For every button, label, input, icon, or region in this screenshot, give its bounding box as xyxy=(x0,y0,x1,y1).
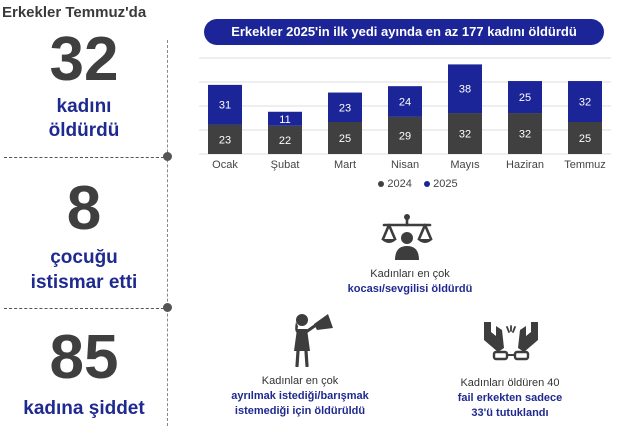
label-2025-Mart: 23 xyxy=(338,102,352,115)
tick-label-Ocak: Ocak xyxy=(212,159,238,171)
stat-abuse-label-2: istismar etti xyxy=(30,272,138,293)
label-2025-Ocak: 31 xyxy=(218,99,232,112)
tick-label-Mayıs: Mayıs xyxy=(450,159,480,171)
label-2024-Ocak: 23 xyxy=(218,134,232,147)
left-stats-panel xyxy=(0,0,168,426)
label-2024-Şubat: 22 xyxy=(278,134,292,147)
scale-person-icon xyxy=(378,213,436,261)
timeline-dot-1 xyxy=(163,152,172,161)
legend-item-2024 xyxy=(378,178,411,190)
label-2025-Haziran: 25 xyxy=(518,92,532,105)
fact-killer-line-1: Kadınları en çok xyxy=(370,268,450,280)
legend-dot-2025 xyxy=(424,181,430,187)
stacked-bar-chart xyxy=(195,48,615,176)
legend-label-2024: 2024 xyxy=(387,178,412,190)
chart-title: Erkekler 2025'in ilk yedi ayında en az 177 kadını öldürdü xyxy=(204,19,604,45)
legend-item-2025 xyxy=(424,178,457,190)
divider-1 xyxy=(4,157,164,158)
label-2024-Mayıs: 32 xyxy=(458,128,472,141)
left-header: Erkekler Temmuz'da xyxy=(2,4,147,21)
label-2025-Mayıs: 38 xyxy=(458,83,472,96)
legend-label-2025: 2025 xyxy=(433,178,458,190)
woman-megaphone-icon xyxy=(286,311,336,367)
label-2024-Mart: 25 xyxy=(338,133,352,145)
label-2024-Nisan: 29 xyxy=(398,130,412,143)
label-2024-Haziran: 32 xyxy=(518,128,532,141)
handcuffs-icon xyxy=(476,318,546,366)
stat-violence-value: 85 xyxy=(49,323,119,392)
stat-violence-label: kadına şiddet xyxy=(23,398,145,419)
divider-2 xyxy=(4,308,164,309)
timeline-line xyxy=(167,40,168,426)
fact-arrest-line-2 xyxy=(420,391,600,406)
fact-motive-caption xyxy=(200,374,400,419)
fact-killer-line-2: kocası/sevgilisi öldürdü xyxy=(347,282,473,295)
label-2025-Nisan: 24 xyxy=(398,96,412,109)
stat-abuse-label-1: çocuğu xyxy=(50,247,118,268)
fact-arrest-line-2a: fail erkekten xyxy=(457,391,525,404)
fact-motive-line-2: ayrılmak istediği/barışmak xyxy=(231,389,369,402)
fact-arrest-line-1: Kadınları öldüren 40 xyxy=(460,377,560,389)
timeline-dot-2 xyxy=(163,303,172,312)
stat-killed-value: 32 xyxy=(49,25,119,94)
stat-killed-label-1: kadını xyxy=(56,96,112,117)
stat-killed-label-2: öldürdü xyxy=(48,120,120,141)
legend-dot-2024 xyxy=(378,181,384,187)
label-2025-Şubat: 11 xyxy=(279,113,291,126)
fact-motive-line-1: Kadınlar en çok xyxy=(261,375,339,387)
fact-arrest-line-3: 33'ü tutuklandı xyxy=(471,406,549,419)
label-2025-Temmuz: 32 xyxy=(578,96,592,109)
tick-label-Nisan: Nisan xyxy=(390,159,420,171)
fact-killer-caption xyxy=(300,267,520,297)
fact-arrest-caption xyxy=(420,376,600,421)
stat-abuse-value: 8 xyxy=(66,174,102,243)
tick-label-Temmuz: Temmuz xyxy=(564,159,606,171)
tick-label-Haziran: Haziran xyxy=(506,159,544,171)
fact-arrest-line-2b: sadece xyxy=(524,391,563,404)
chart-legend xyxy=(0,178,641,190)
tick-label-Şubat: Şubat xyxy=(270,159,300,171)
fact-motive-line-3: istemediği için öldürüldü xyxy=(234,404,366,417)
tick-label-Mart: Mart xyxy=(334,159,356,171)
label-2024-Temmuz: 25 xyxy=(578,133,592,145)
